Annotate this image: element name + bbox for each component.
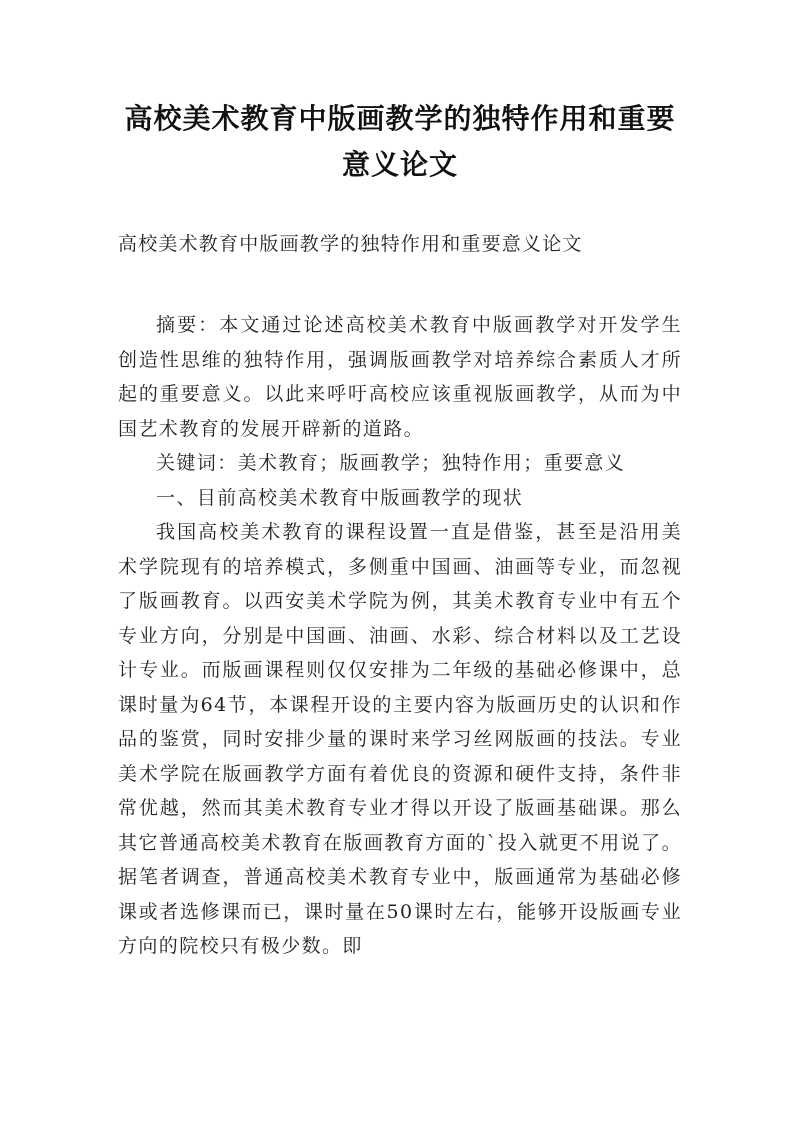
document-subtitle: 高校美术教育中版画教学的独特作用和重要意义论文 xyxy=(118,233,583,255)
document-body xyxy=(118,308,682,964)
keywords-paragraph: 关键词：美术教育；版画教学；独特作用；重要意义 xyxy=(156,452,626,474)
section-heading: 一、目前高校美术教育中版画教学的现状 xyxy=(156,486,524,509)
body-paragraph: 我国高校美术教育的课程设置一直是借鉴，甚至是沿用美术学院现有的培养模式，多侧重中国画、油画等专业，而忽视了版画教育。以西安美术学院为例，其美术教育专业中有五个专业方向，分别是中国画、油画、水彩、综合材料以及工艺设计专业。而版画课程则仅仅安排为二年级的基础必修课中，总课时量为64节，本课程开设的主要内容为版画历史的认识和作品的鉴赏，同时安排少量的课时来学习丝网版画的技法。专业美术学院在版画教学方面有着优良的资源和硬件支持，条件非常优越，然而其美术教育专业才得以开设了版画基础课。那么其它普通高校美术教育在版画教育方面的`投入就更不用说了。据笔者调查，普通高校美术教育专业中，版画通常为基础必修课或者选修课而已，课时量在50课时左右，能够开设版画专业方向的院校只有极少数。即 xyxy=(118,521,682,957)
document-title: 高校美术教育中版画教学的独特作用和重要意义论文 xyxy=(124,102,676,181)
abstract-paragraph: 摘要：本文通过论述高校美术教育中版画教学对开发学生创造性思维的独特作用，强调版画教学对培养综合素质人才所起的重要意义。以此来呼吁高校应该重视版画教学，从而为中国艺术教育的发展开辟新的道路。 xyxy=(118,314,682,440)
